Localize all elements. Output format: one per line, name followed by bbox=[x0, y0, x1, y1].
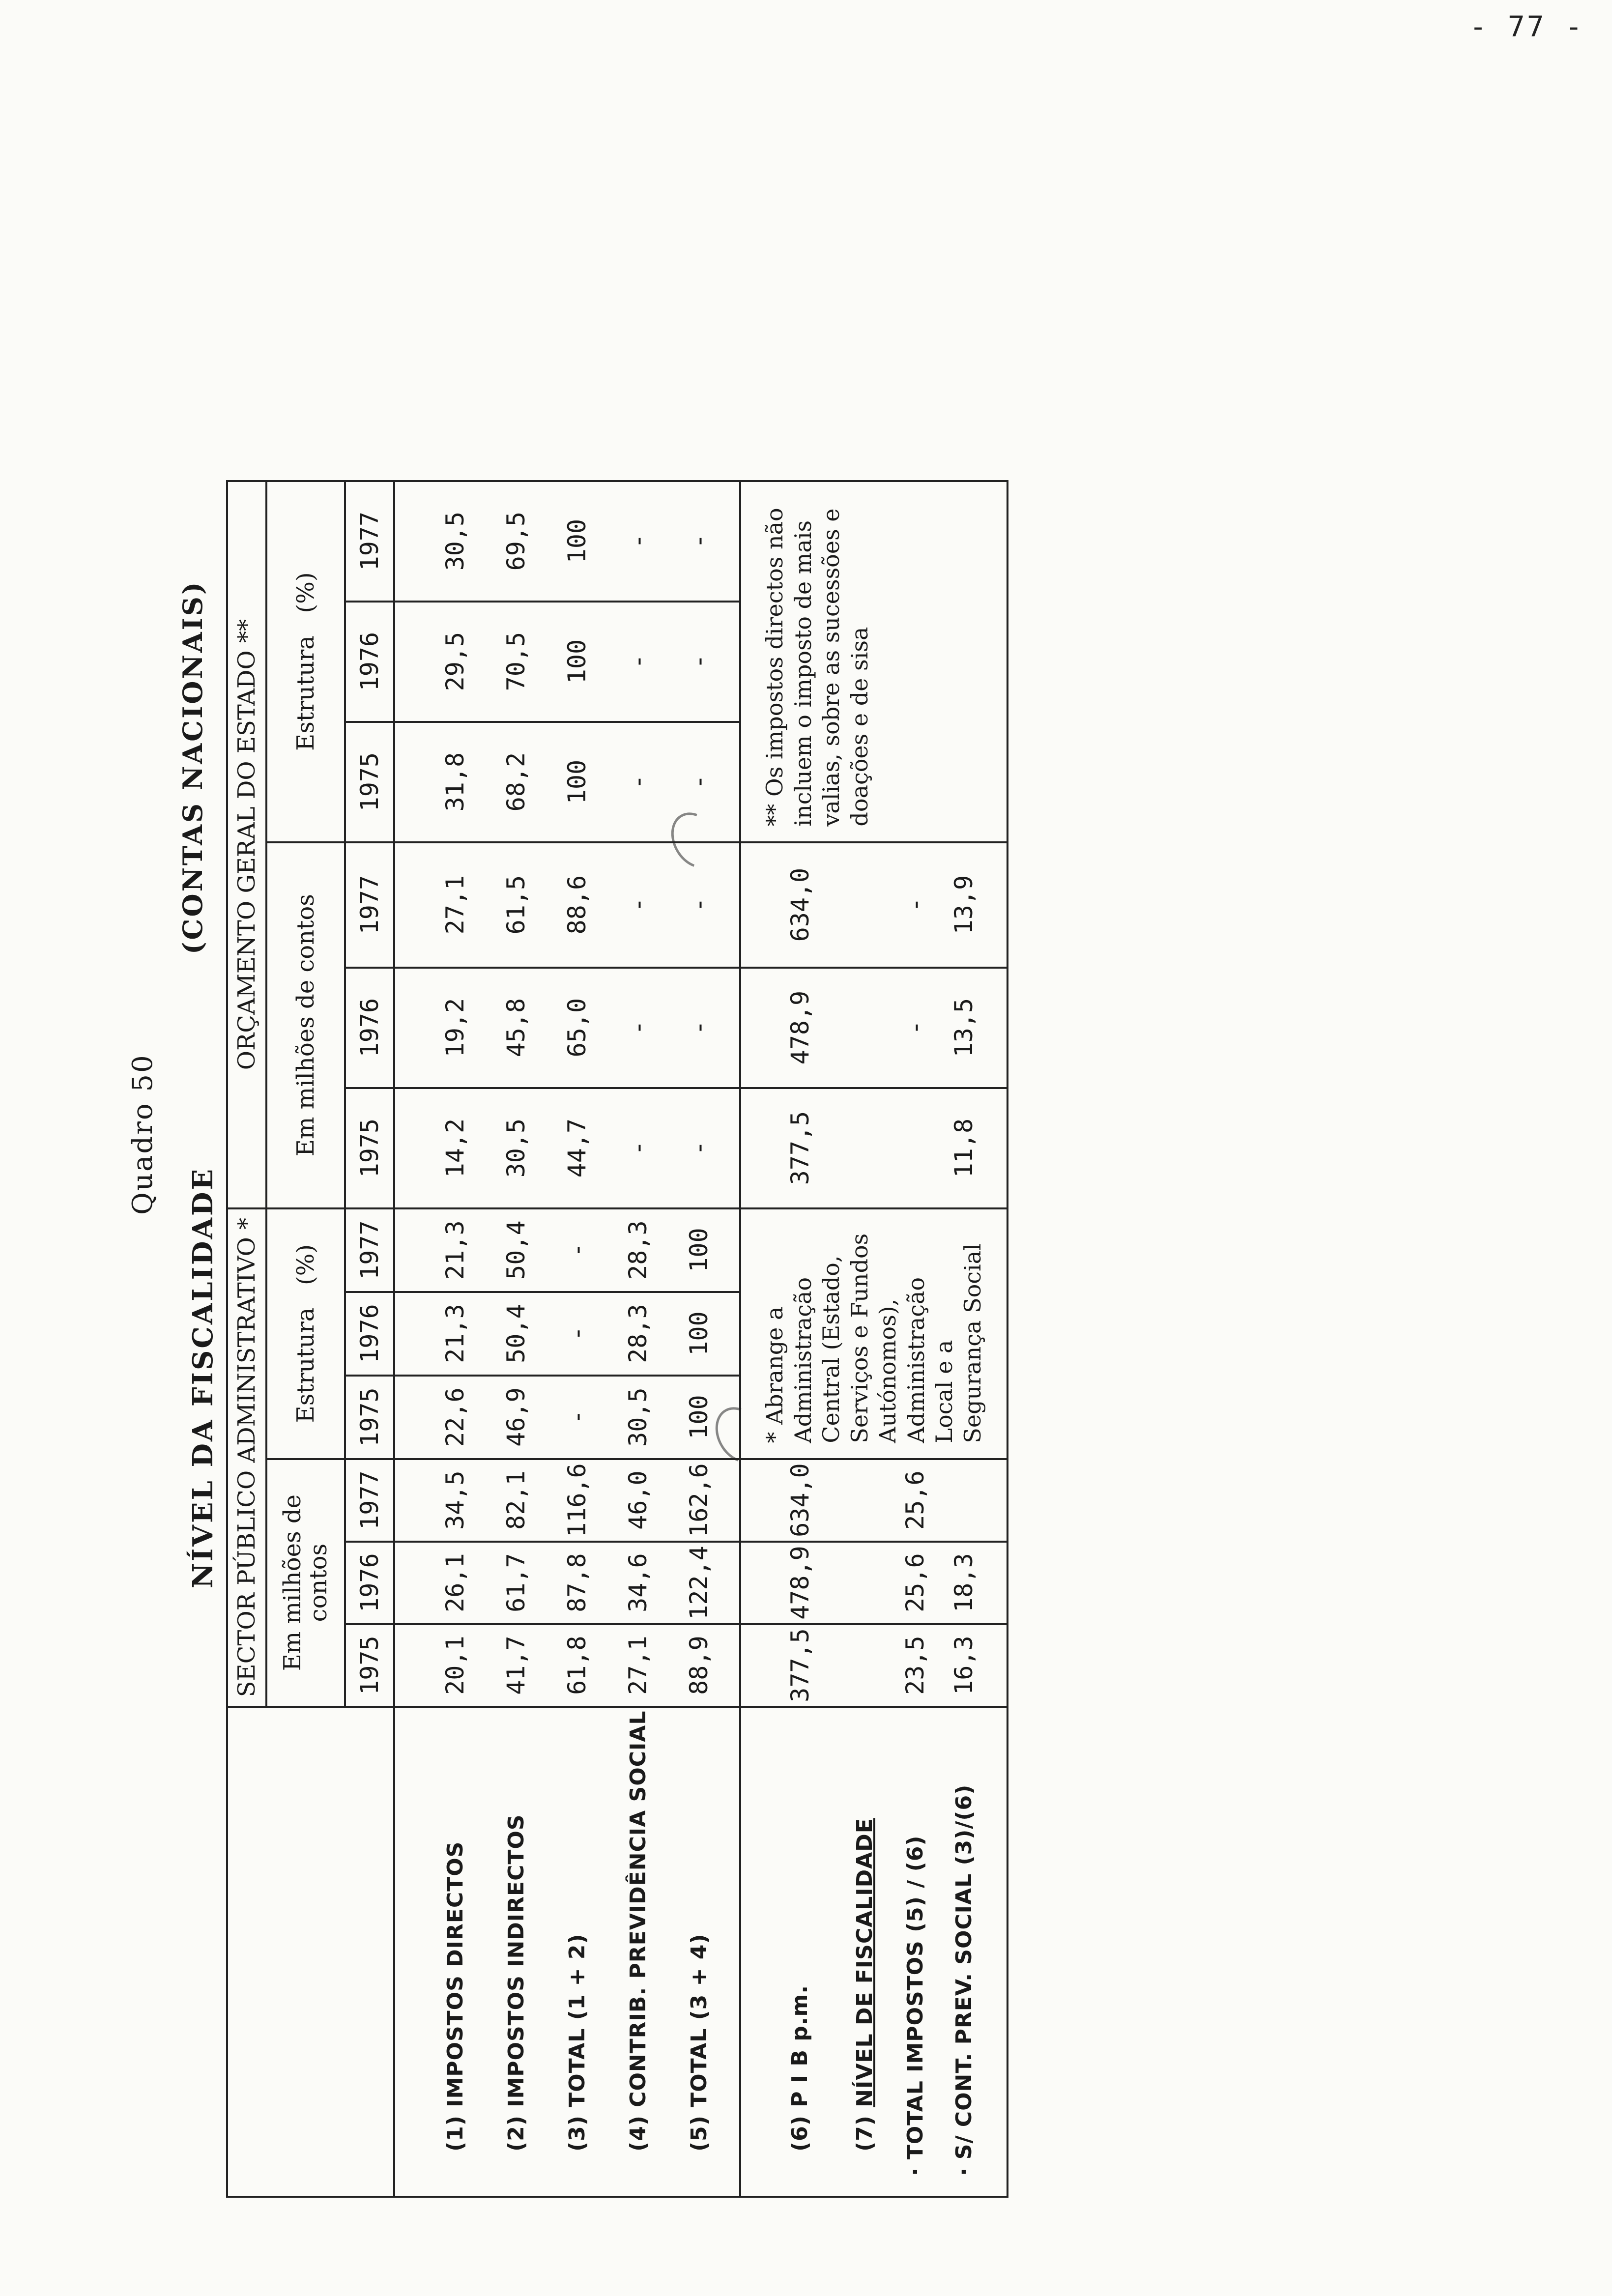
table-cell: 34,5 bbox=[441, 1470, 469, 1530]
table-cell: 45,8 bbox=[502, 998, 530, 1058]
header-oge-estrutura bbox=[266, 481, 345, 842]
table-cell: 88,9 bbox=[685, 1636, 713, 1695]
table-cell: 18,3 bbox=[950, 1553, 979, 1612]
estrutura-label: Estrutura bbox=[292, 635, 319, 751]
table-cell: 26,1 bbox=[441, 1553, 469, 1612]
table-cell: 27,1 bbox=[441, 875, 469, 935]
table-cell: 634,0 bbox=[785, 867, 814, 942]
bottom-spa-m-1977 bbox=[740, 1459, 1008, 1542]
table-cell: - bbox=[563, 1326, 591, 1341]
table-cell: 50,4 bbox=[502, 1304, 530, 1363]
year-header: 1975 bbox=[345, 1624, 394, 1707]
table-cell: 27,1 bbox=[624, 1636, 652, 1695]
table-cell: 23,5 bbox=[901, 1636, 930, 1695]
table-cell: 88,6 bbox=[563, 875, 591, 935]
table-cell: - bbox=[563, 1242, 591, 1258]
table-cell: 100 bbox=[685, 1395, 713, 1439]
table-cell: 478,9 bbox=[785, 1546, 814, 1620]
col-oge-e-1976 bbox=[394, 602, 740, 722]
year-header: 1977 bbox=[345, 842, 394, 968]
bottom-oge-m-1977 bbox=[740, 842, 1008, 968]
table-number: Quadro 50 bbox=[127, 1054, 159, 1215]
table-cell: 100 bbox=[685, 1228, 713, 1272]
table-cell: 11,8 bbox=[950, 1118, 979, 1178]
table-cell: 377,5 bbox=[785, 1628, 814, 1702]
table-cell: 34,6 bbox=[624, 1553, 652, 1612]
header-spa-estrutura bbox=[266, 1208, 345, 1459]
table-cell: 21,3 bbox=[441, 1220, 469, 1280]
table-cell: - bbox=[901, 1020, 930, 1035]
table-title: NÍVEL DA FISCALIDADE bbox=[187, 1167, 219, 1588]
table-cell: - bbox=[685, 534, 713, 549]
table-cell: 30,5 bbox=[624, 1387, 652, 1447]
table-cell: 100 bbox=[563, 518, 591, 564]
table-cell: 61,5 bbox=[502, 875, 530, 935]
table-cell: 22,6 bbox=[441, 1387, 469, 1447]
year-header: 1976 bbox=[345, 1292, 394, 1376]
table-cell: - bbox=[685, 775, 713, 790]
header-sector-publico: SECTOR PÚBLICO ADMINISTRATIVO * bbox=[227, 1208, 266, 1707]
table-cell: 44,7 bbox=[563, 1118, 591, 1178]
col-spa-m-1975 bbox=[394, 1624, 740, 1707]
note-sector-publico: * Abrange a Administração Central (Estado, Serviços e Fundos Autónomos), Administração Local e a Segurança Social bbox=[740, 1208, 1008, 1459]
year-header: 1977 bbox=[345, 1459, 394, 1542]
table-cell: 46,9 bbox=[502, 1387, 530, 1447]
col-spa-e-1976 bbox=[394, 1292, 740, 1376]
table-cell: 46,0 bbox=[624, 1470, 652, 1530]
col-spa-e-1975 bbox=[394, 1376, 740, 1459]
table-cell: - bbox=[685, 1141, 713, 1156]
bottom-spa-m-1975 bbox=[740, 1624, 1008, 1707]
table-cell: - bbox=[685, 897, 713, 913]
table-cell: 70,5 bbox=[502, 631, 530, 691]
table-cell: 28,3 bbox=[624, 1220, 652, 1280]
table-cell: 30,5 bbox=[502, 1118, 530, 1178]
bottom-labels bbox=[740, 1707, 1008, 2197]
year-header: 1977 bbox=[345, 481, 394, 602]
table-cell: - bbox=[685, 654, 713, 669]
bottom-oge-m-1976 bbox=[740, 968, 1008, 1088]
table-cell: - bbox=[624, 1141, 652, 1156]
bottom-spa-m-1976 bbox=[740, 1542, 1008, 1624]
table-cell: - bbox=[624, 775, 652, 790]
row-label: (3) TOTAL (1 + 2) bbox=[564, 1933, 590, 2152]
col-oge-e-1977 bbox=[394, 481, 740, 602]
row-label: (2) IMPOSTOS INDIRECTOS bbox=[503, 1814, 529, 2152]
table-cell bbox=[890, 1092, 941, 1205]
table-cell: 82,1 bbox=[502, 1470, 530, 1530]
table-cell: 122,4 bbox=[685, 1546, 713, 1620]
header-spa-milhoes: Em milhões de contos bbox=[266, 1459, 345, 1707]
table-cell: 21,3 bbox=[441, 1304, 469, 1363]
col-oge-m-1975 bbox=[394, 1088, 740, 1208]
pib-label: (6) P I B p.m. bbox=[787, 1984, 813, 2152]
page-number: - 77 - bbox=[1469, 10, 1584, 43]
table-cell: 69,5 bbox=[502, 511, 530, 571]
note-orcamento: ** Os impostos directos não incluem o imposto de mais valias, sobre as sucessões e doações e de sisa bbox=[740, 481, 1008, 842]
bottom-rows bbox=[740, 481, 1008, 2197]
table-cell: 61,7 bbox=[502, 1553, 530, 1612]
total-impostos-label: · TOTAL IMPOSTOS (5) / (6) bbox=[902, 1835, 928, 2176]
col-spa-e-1977 bbox=[394, 1208, 740, 1292]
table-cell: 41,7 bbox=[502, 1636, 530, 1695]
table-cell: 116,6 bbox=[563, 1463, 591, 1537]
table-cell: - bbox=[901, 897, 930, 913]
year-header: 1976 bbox=[345, 602, 394, 722]
year-header: 1975 bbox=[345, 1088, 394, 1208]
table-cell: 20,1 bbox=[441, 1636, 469, 1695]
main-data-rows bbox=[394, 481, 740, 2197]
row-label: (4) CONTRIB. PREVIDÊNCIA SOCIAL bbox=[625, 1710, 651, 2152]
header-orcamento-geral: ORÇAMENTO GERAL DO ESTADO ** bbox=[227, 481, 266, 1208]
table-cell: - bbox=[624, 534, 652, 549]
table-cell: 25,6 bbox=[901, 1553, 930, 1612]
header-oge-milhoes: Em milhões de contos bbox=[266, 842, 345, 1208]
table-cell: 634,0 bbox=[785, 1463, 814, 1537]
col-spa-m-1976 bbox=[394, 1542, 740, 1624]
year-header: 1976 bbox=[345, 968, 394, 1088]
table-cell: 29,5 bbox=[441, 631, 469, 691]
table-cell: - bbox=[624, 1020, 652, 1035]
table-cell bbox=[839, 1546, 890, 1620]
row-labels bbox=[394, 1707, 740, 2197]
row-label: (1) IMPOSTOS DIRECTOS bbox=[442, 1841, 468, 2152]
estrutura-label: Estrutura bbox=[292, 1307, 319, 1423]
pct-label: (%) bbox=[292, 1244, 319, 1285]
col-oge-m-1976 bbox=[394, 968, 740, 1088]
table-cell: 28,3 bbox=[624, 1304, 652, 1363]
table-cell: - bbox=[685, 1020, 713, 1035]
row-label: (5) TOTAL (3 + 4) bbox=[686, 1933, 712, 2152]
year-header: 1975 bbox=[345, 1376, 394, 1459]
nivel-label: (7) NÍVEL DE FISCALIDADE bbox=[852, 1818, 877, 2152]
sem-prev-label: · S/ CONT. PREV. SOCIAL (3)/(6) bbox=[951, 1784, 977, 2176]
header-corner bbox=[227, 1707, 394, 2197]
pct-label: (%) bbox=[292, 572, 319, 613]
table-cell: 14,2 bbox=[441, 1118, 469, 1178]
table-cell: 16,3 bbox=[950, 1636, 979, 1695]
year-header: 1977 bbox=[345, 1208, 394, 1292]
year-header: 1975 bbox=[345, 722, 394, 842]
table-cell: 65,0 bbox=[563, 998, 591, 1058]
table-cell bbox=[941, 1463, 987, 1538]
table-cell: 13,9 bbox=[950, 875, 979, 935]
table-cell: 100 bbox=[563, 759, 591, 804]
table-cell: 13,5 bbox=[950, 998, 979, 1058]
table-cell bbox=[839, 1092, 890, 1205]
table-cell: - bbox=[624, 654, 652, 669]
table-cell bbox=[839, 1463, 890, 1538]
table-cell: 100 bbox=[563, 639, 591, 684]
table-cell: 19,2 bbox=[441, 998, 469, 1058]
table-cell: 377,5 bbox=[785, 1111, 814, 1185]
col-oge-m-1977 bbox=[394, 842, 740, 968]
table-subtitle: (CONTAS NACIONAIS) bbox=[177, 580, 208, 954]
table-cell: 61,8 bbox=[563, 1636, 591, 1695]
table-cell: 50,4 bbox=[502, 1220, 530, 1280]
fiscal-table bbox=[226, 480, 1008, 2198]
table-cell: - bbox=[563, 1409, 591, 1425]
table-cell: 68,2 bbox=[502, 752, 530, 812]
table-cell: 31,8 bbox=[441, 752, 469, 812]
bottom-oge-m-1975 bbox=[740, 1088, 1008, 1208]
table-cell: 30,5 bbox=[441, 511, 469, 571]
col-spa-m-1977 bbox=[394, 1459, 740, 1542]
year-header: 1976 bbox=[345, 1542, 394, 1624]
table-cell: 25,6 bbox=[901, 1470, 930, 1530]
col-oge-e-1975 bbox=[394, 722, 740, 842]
table-cell bbox=[839, 1628, 890, 1703]
table-cell: 478,9 bbox=[785, 990, 814, 1065]
table-cell: 87,8 bbox=[563, 1553, 591, 1612]
table-cell bbox=[839, 972, 890, 1084]
table-cell bbox=[839, 846, 890, 964]
table-cell: - bbox=[624, 897, 652, 913]
table-cell: 162,6 bbox=[685, 1463, 713, 1537]
table-cell: 100 bbox=[685, 1311, 713, 1356]
